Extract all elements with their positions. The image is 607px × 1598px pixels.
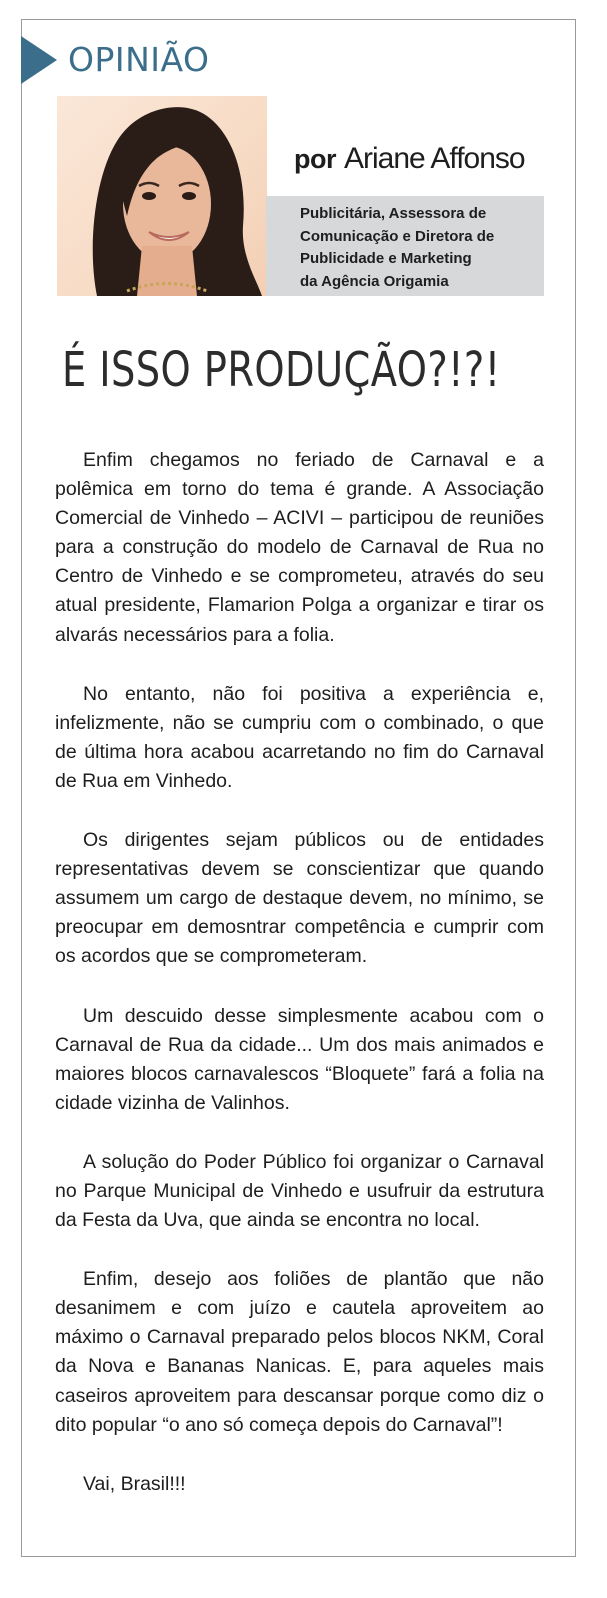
section-arrow-icon	[21, 36, 57, 84]
article-signoff: Vai, Brasil!!!	[83, 1472, 186, 1495]
bio-line: Publicidade e Marketing	[300, 250, 472, 267]
article-paragraph: No entanto, não foi positiva a experiência e, infelizmente, não se cumpriu com o combinado, o que de última hora acabou acarretando no fim do Carnaval de Rua em Vinhedo.	[55, 682, 544, 792]
section-label: OPINIÃO	[68, 40, 210, 79]
byline-prefix: por	[294, 144, 336, 174]
author-name: Ariane Affonso	[344, 142, 525, 175]
bio-line: Publicitária, Assessora de	[300, 205, 487, 222]
article-body	[55, 446, 544, 1529]
article-paragraph: Os dirigentes sejam públicos ou de entidades representativas devem se conscientizar que quando assumem um cargo de destaque devem, no mínimo, se preocupar em demosntrar competência e cumprir com os acordos que se comprometeram.	[55, 829, 544, 968]
article-paragraph: Enfim, desejo aos foliões de plantão que não desanimem e com juízo e cautela aproveitem ao máximo o Carnaval preparado pelos blocos NKM, Coral da Nova e Bananas Nanicas. E, para aqueles mais caseiros aproveitem para descansar porque como diz o dito popular “o ano só começa depois do Carnaval”!	[55, 1268, 544, 1436]
article-paragraph: Enfim chegamos no feriado de Carnaval e a polêmica em torno do tema é grande. A Associação Comercial de Vinhedo – ACIVI – participou de reuniões para a construção do modelo de Carnaval de Rua no Centro de Vinhedo e se comprometeu, através do seu atual presidente, Flamarion Polga a organizar e tirar os alvarás necessários para a folia.	[55, 449, 544, 646]
article-paragraph: A solução do Poder Público foi organizar o Carnaval no Parque Municipal de Vinhedo e usufruir da estrutura da Festa da Uva, que ainda se encontra no local.	[55, 1150, 544, 1232]
author-photo	[57, 96, 267, 296]
bio-line: Comunicação e Diretora de	[300, 227, 495, 245]
article-paragraph: Um descuido desse simplesmente acabou com o Carnaval de Rua da cidade... Um dos mais animados e maiores blocos carnavalescos “Bloquete” fará a folia na cidade vizinha de Valinhos.	[55, 1004, 544, 1114]
article-headline: É ISSO PRODUÇÃO?!?!	[62, 342, 501, 398]
author-byline	[294, 142, 525, 176]
bio-line: da Agência Origamia	[300, 272, 449, 290]
author-bio	[266, 196, 544, 296]
